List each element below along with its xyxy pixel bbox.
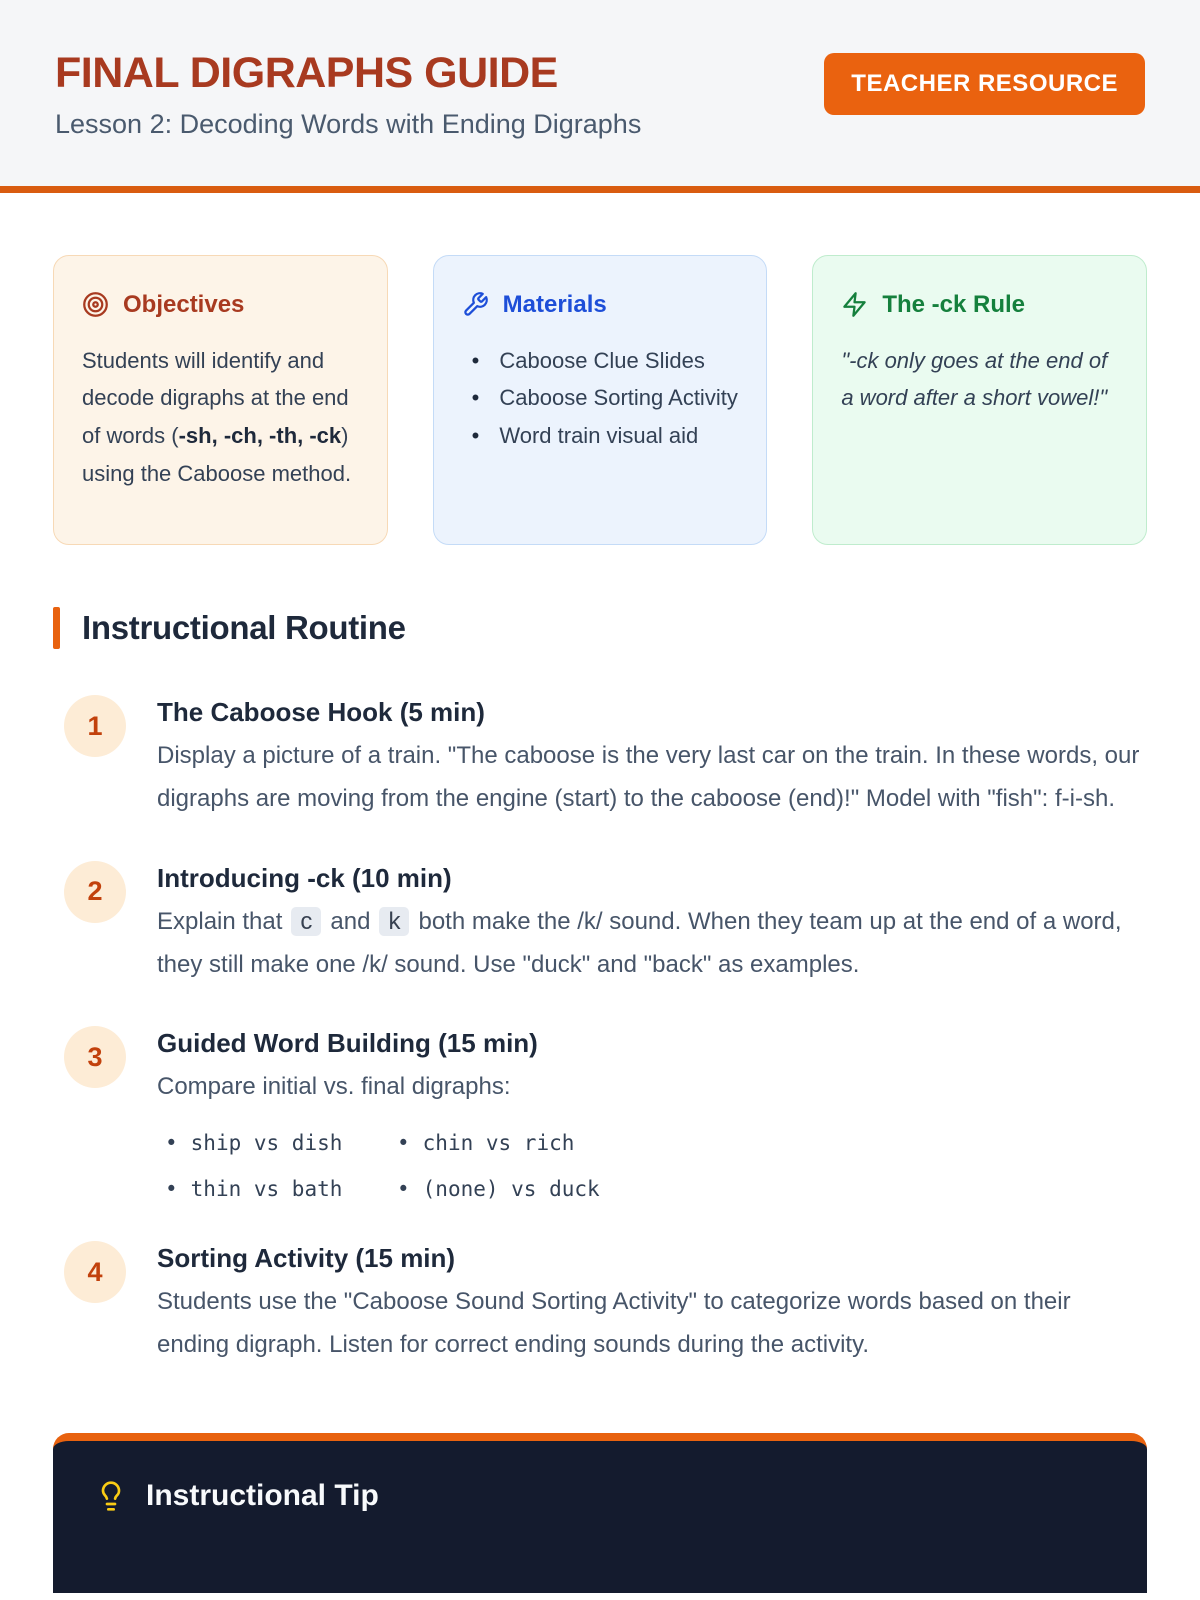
materials-card (433, 255, 768, 545)
code-chip-k: k (379, 907, 409, 936)
materials-list-item (462, 379, 739, 417)
step-2-content (157, 861, 1147, 987)
step-3 (64, 1026, 1147, 1201)
objectives-body-bold: -sh, -ch, -th, -ck (178, 423, 342, 449)
info-cards (53, 255, 1147, 545)
materials-list-item (462, 342, 739, 380)
step-4-body: Students use the "Caboose Sound Sorting Activity" to categorize words based on their ending digraph. Listen for correct ending sounds during the activity. (157, 1288, 1071, 1358)
step-4-number: 4 (64, 1241, 126, 1303)
step-1-number: 1 (64, 695, 126, 757)
step-2-body (157, 901, 1147, 986)
routine-section-heading (53, 607, 1147, 649)
page-title: FINAL DIGRAPHS GUIDE (55, 49, 558, 97)
step-2-body-post: both make the /k/ sound. When they team up at the end of a word, they still make one /k/ sound. Use "duck" and "back" as examples. (157, 907, 1122, 978)
accent-bar (53, 607, 60, 649)
comparison-item: • thin vs bath (165, 1177, 397, 1201)
comparison-item: • chin vs rich (397, 1131, 600, 1155)
materials-item-label: Caboose Clue Slides (499, 347, 705, 373)
step-2-body-pre: Explain that (157, 907, 283, 935)
step-1-body: Display a picture of a train. "The caboose is the very last car on the train. In these words, our digraphs are moving from the engine (start) to the caboose (end)!" Model with "fish": f-i-sh. (157, 742, 1140, 813)
materials-item-label: Caboose Sorting Activity (499, 385, 738, 411)
comparison-item: • ship vs dish (165, 1131, 397, 1155)
page-subtitle: Lesson 2: Decoding Words with Ending Digraphs (55, 109, 642, 140)
step-1 (64, 695, 1147, 821)
objectives-body (82, 342, 359, 493)
comparison-item: • (none) vs duck (397, 1177, 600, 1201)
digraph-comparisons (165, 1131, 1147, 1201)
step-2-body-mid: and (330, 907, 371, 935)
objectives-card-header (82, 284, 359, 325)
ck-rule-card (812, 255, 1147, 545)
materials-card-header (462, 284, 739, 325)
step-3-body: Compare initial vs. final digraphs: (157, 1073, 511, 1101)
code-chip-c: c (291, 907, 321, 936)
step-3-content (157, 1026, 1147, 1201)
ck-rule-title: The -ck Rule (882, 291, 1026, 319)
teacher-resource-badge: TEACHER RESOURCE (824, 53, 1145, 115)
tip-title: Instructional Tip (146, 1478, 379, 1512)
routine-steps (53, 695, 1147, 1366)
materials-title: Materials (502, 291, 607, 319)
materials-list-item (462, 417, 739, 455)
step-4-content (157, 1241, 1147, 1367)
zap-icon (841, 291, 868, 318)
step-2-title: Introducing -ck (10 min) (157, 862, 452, 893)
step-3-title: Guided Word Building (15 min) (157, 1028, 538, 1059)
header (0, 0, 1200, 193)
tip-header (95, 1479, 1105, 1513)
objectives-body-post: ) using the Caboose method. (82, 423, 352, 487)
step-3-number: 3 (64, 1026, 126, 1088)
instructional-tip-card (53, 1433, 1147, 1593)
materials-list (462, 342, 739, 455)
step-2 (64, 861, 1147, 987)
step-2-number: 2 (64, 861, 126, 923)
target-icon (82, 291, 109, 318)
step-1-content (157, 695, 1147, 821)
lightbulb-icon (95, 1480, 127, 1512)
main-content (0, 255, 1200, 1592)
ck-rule-quote: "-ck only goes at the end of a word after a short vowel!" (841, 347, 1108, 411)
routine-heading-text: Instructional Routine (82, 609, 406, 647)
objectives-title: Objectives (123, 291, 245, 319)
header-text (55, 50, 641, 140)
wrench-icon (462, 291, 489, 318)
objectives-card (53, 255, 388, 545)
materials-item-label: Word train visual aid (499, 423, 699, 449)
step-4-title: Sorting Activity (15 min) (157, 1243, 456, 1274)
ck-rule-card-header (841, 284, 1118, 325)
step-1-title: The Caboose Hook (5 min) (157, 697, 485, 728)
step-4 (64, 1241, 1147, 1367)
objectives-body-pre: Students will identify and decode digraphs at the end of words ( (82, 347, 349, 449)
